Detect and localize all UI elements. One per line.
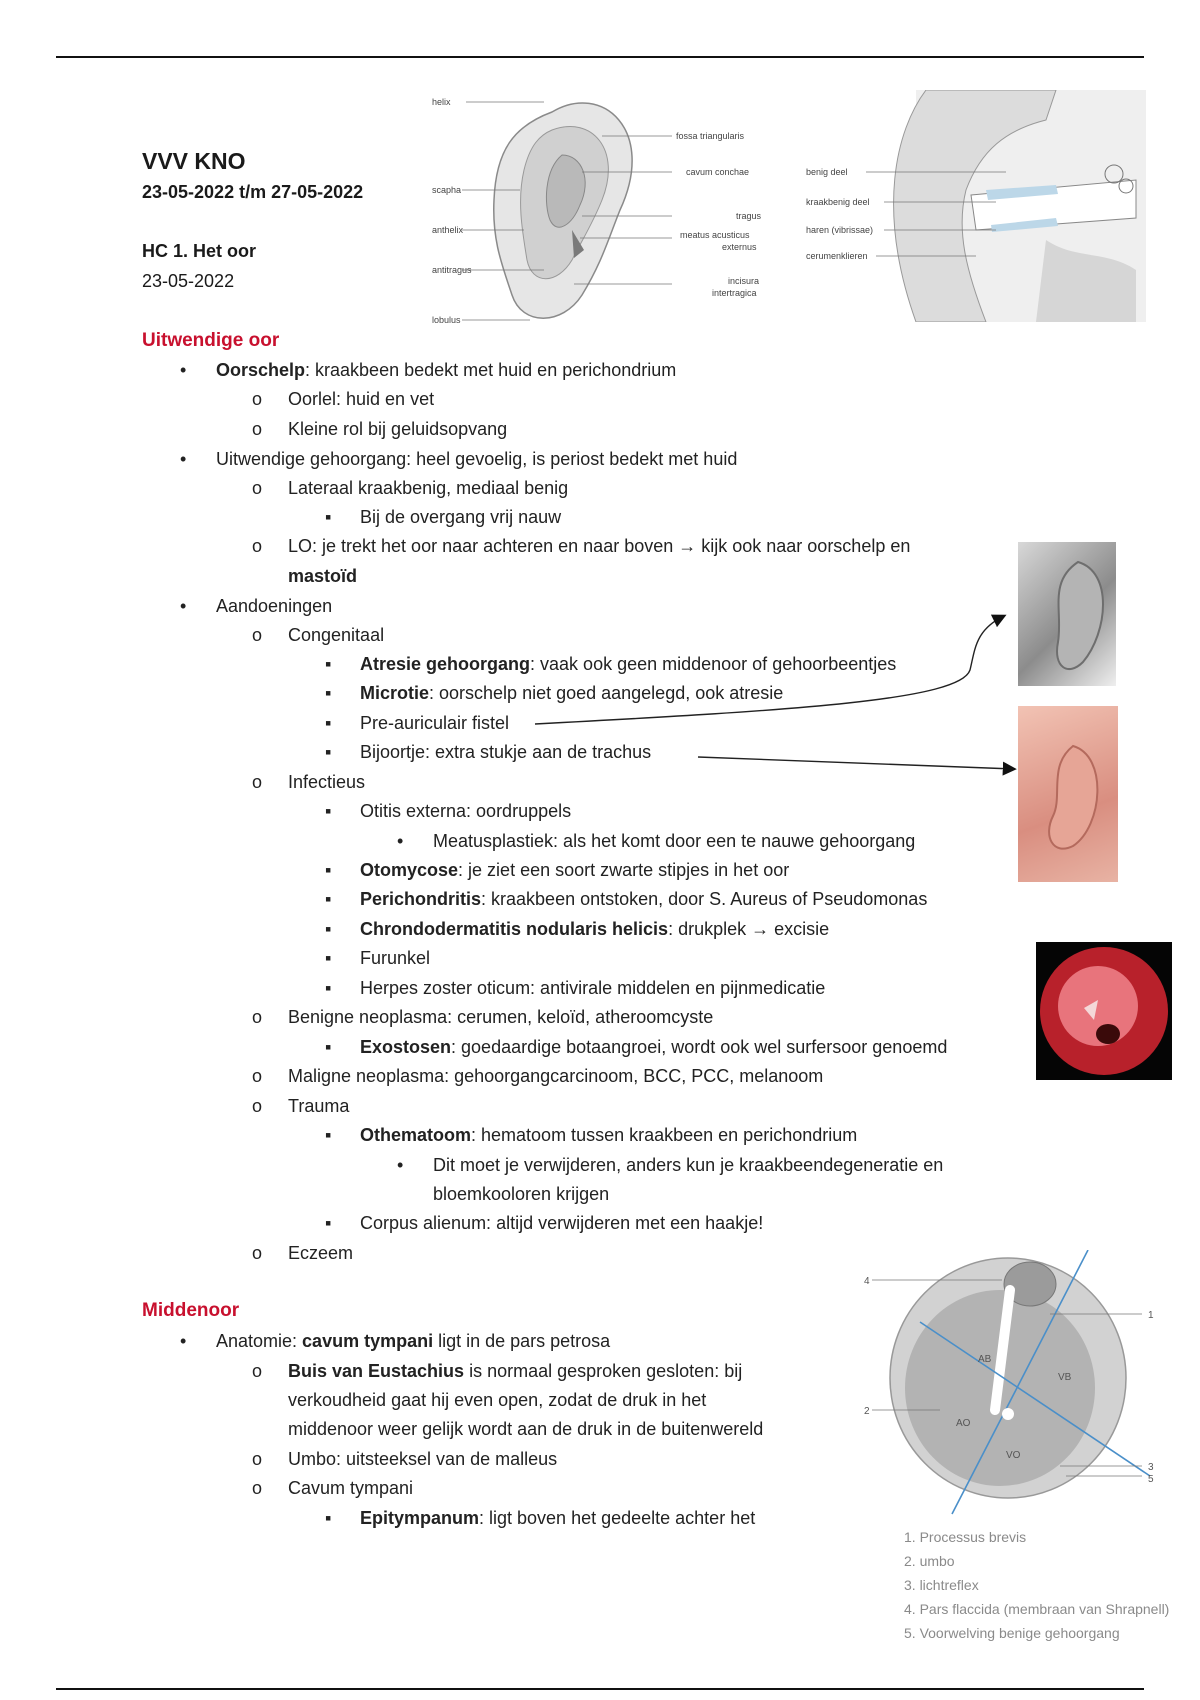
tympanum-legend-4: 4. Pars flaccida (membraan van Shrapnell) [904,1601,1170,1617]
bullet-dot: • [397,1155,404,1175]
bullet-dot: • [180,360,187,380]
bullet-circle: o [252,1243,263,1263]
list-item: Microtie: oorschelp niet goed aangelegd, ook atresie [360,683,784,703]
list-item: Otitis externa: oordruppels [360,801,572,821]
bullet-square: ▪ [325,978,332,998]
list-item: Umbo: uitsteeksel van de malleus [288,1449,558,1469]
list-item: Otomycose: je ziet een soort zwarte stipjes in het oor [360,860,790,880]
bullet-circle: o [252,478,263,498]
list-item: Corpus alienum: altijd verwijderen met een haakje! [360,1213,764,1233]
bullet-square: ▪ [325,683,332,703]
list-item: middenoor weer gelijk wordt aan de druk in de buitenwereld [288,1419,764,1439]
bullet-circle: o [252,1478,263,1498]
list-item: Infectieus [288,772,366,792]
lecture-title: HC 1. Het oor [142,241,257,261]
bullet-circle: o [252,419,263,439]
tympanum-legend-1: 1. Processus brevis [904,1529,1027,1545]
bullet-square: ▪ [325,1213,332,1233]
bullet-circle: o [252,772,263,792]
label-lobulus: lobulus [432,315,461,325]
bullet-dot: • [180,1331,187,1351]
list-item: Aandoeningen [216,596,333,616]
label-haren: haren (vibrissae) [806,225,874,235]
bullet-square: ▪ [325,507,332,527]
label-anthelix: anthelix [432,225,464,235]
list-item: Lateraal kraakbenig, mediaal benig [288,478,569,498]
quadrant-ab: AB [978,1354,992,1365]
label-meatus-2: externus [722,242,757,252]
tympanum-legend-5: 5. Voorwelving benige gehoorgang [904,1625,1120,1641]
bullet-square: ▪ [325,889,332,909]
bullet-circle: o [252,1361,263,1381]
callout-5: 5 [1148,1474,1154,1485]
callout-1: 1 [1148,1310,1154,1321]
callout-3: 3 [1148,1462,1154,1473]
list-item: Maligne neoplasma: gehoorgangcarcinoom, BCC, PCC, melanoom [288,1066,824,1086]
list-item: verkoudheid gaat hij even open, zodat de druk in het [288,1390,707,1410]
bullet-circle: o [252,536,263,556]
bullet-square: ▪ [325,654,332,674]
list-item: Eczeem [288,1243,354,1263]
list-item: Furunkel [360,948,431,968]
label-scapha: scapha [432,185,462,195]
list-item: Oorlel: huid en vet [288,389,435,409]
list-item: Uitwendige gehoorgang: heel gevoelig, is periost bedekt met huid [216,449,738,469]
bullet-circle: o [252,1066,263,1086]
callout-2: 2 [864,1406,870,1417]
list-item: bloemkooloren krijgen [433,1184,610,1204]
list-item: mastoïd [288,566,358,586]
list-item: Othematoom: hematoom tussen kraakbeen en perichondrium [360,1125,858,1145]
bullet-square: ▪ [325,919,332,939]
list-item: Cavum tympani [288,1478,414,1498]
label-fossa: fossa triangularis [676,131,745,141]
list-item: Chrondodermatitis nodularis helicis: drukplek → excisie [360,919,830,939]
quadrant-vb: VB [1058,1372,1072,1383]
bullet-dot: • [397,831,404,851]
label-incisura-2: intertragica [712,288,757,298]
callout-4: 4 [864,1276,870,1287]
bullet-square: ▪ [325,713,332,733]
bullet-square: ▪ [325,1508,332,1528]
bullet-dot: • [180,449,187,469]
list-item: Oorschelp: kraakbeen bedekt met huid en perichondrium [216,360,677,380]
heading-middenoor: Middenoor [142,1300,240,1321]
label-kraakbenig-deel: kraakbenig deel [806,197,870,207]
tympanum-legend-3: 3. lichtreflex [904,1577,979,1593]
bullet-square: ▪ [325,1125,332,1145]
bullet-circle: o [252,1007,263,1027]
list-item: Exostosen: goedaardige botaangroei, wordt ook wel surfersoor genoemd [360,1037,948,1057]
tympanum-legend-2: 2. umbo [904,1553,955,1569]
list-item: Buis van Eustachius is normaal gesproken gesloten: bij [288,1361,743,1381]
heading-uitwendige-oor: Uitwendige oor [142,330,280,351]
label-antitragus: antitragus [432,265,472,275]
bullet-square: ▪ [325,1037,332,1057]
bullet-dot: • [180,596,187,616]
list-item: Meatusplastiek: als het komt door een te nauwe gehoorgang [433,831,916,851]
list-item: Bijoortje: extra stukje aan de trachus [360,742,652,762]
list-item: Herpes zoster oticum: antivirale middelen en pijnmedicatie [360,978,826,998]
list-item: Pre-auriculair fistel [360,713,510,733]
list-item: Dit moet je verwijderen, anders kun je kraakbeendegeneratie en [433,1155,944,1175]
list-item: Congenitaal [288,625,385,645]
bullet-circle: o [252,389,263,409]
quadrant-vo: VO [1006,1450,1021,1461]
list-item: Perichondritis: kraakbeen ontstoken, door S. Aureus of Pseudomonas [360,889,928,909]
label-benig-deel: benig deel [806,167,848,177]
label-incisura-1: incisura [728,276,760,286]
label-cavum: cavum conchae [686,167,750,177]
lecture-date: 23-05-2022 [142,271,235,291]
label-helix: helix [432,97,451,107]
date-range: 23-05-2022 t/m 27-05-2022 [142,182,364,202]
bullet-square: ▪ [325,801,332,821]
list-item: Benigne neoplasma: cerumen, keloïd, atheroomcyste [288,1007,714,1027]
label-tragus: tragus [736,211,762,221]
list-item: Bij de overgang vrij nauw [360,507,562,527]
list-item: Kleine rol bij geluidsopvang [288,419,508,439]
quadrant-ao: AO [956,1418,971,1429]
list-item: LO: je trekt het oor naar achteren en naar boven → kijk ook naar oorschelp en [288,536,911,556]
bullet-circle: o [252,1096,263,1116]
list-item: Anatomie: cavum tympani ligt in de pars petrosa [216,1331,611,1351]
bullet-circle: o [252,1449,263,1469]
tympanic-membrane-diagram [860,1250,1160,1520]
list-item: Trauma [288,1096,350,1116]
bullet-square: ▪ [325,860,332,880]
list-item: Epitympanum: ligt boven het gedeelte achter het [360,1508,756,1528]
bullet-square: ▪ [325,742,332,762]
bullet-circle: o [252,625,263,645]
bullet-square: ▪ [325,948,332,968]
label-cerumenklieren: cerumenklieren [806,251,868,261]
page-title: VVV KNO [142,148,246,174]
list-item: Atresie gehoorgang: vaak ook geen middenoor of gehoorbeentjes [360,654,897,674]
label-meatus-1: meatus acusticus [680,230,750,240]
